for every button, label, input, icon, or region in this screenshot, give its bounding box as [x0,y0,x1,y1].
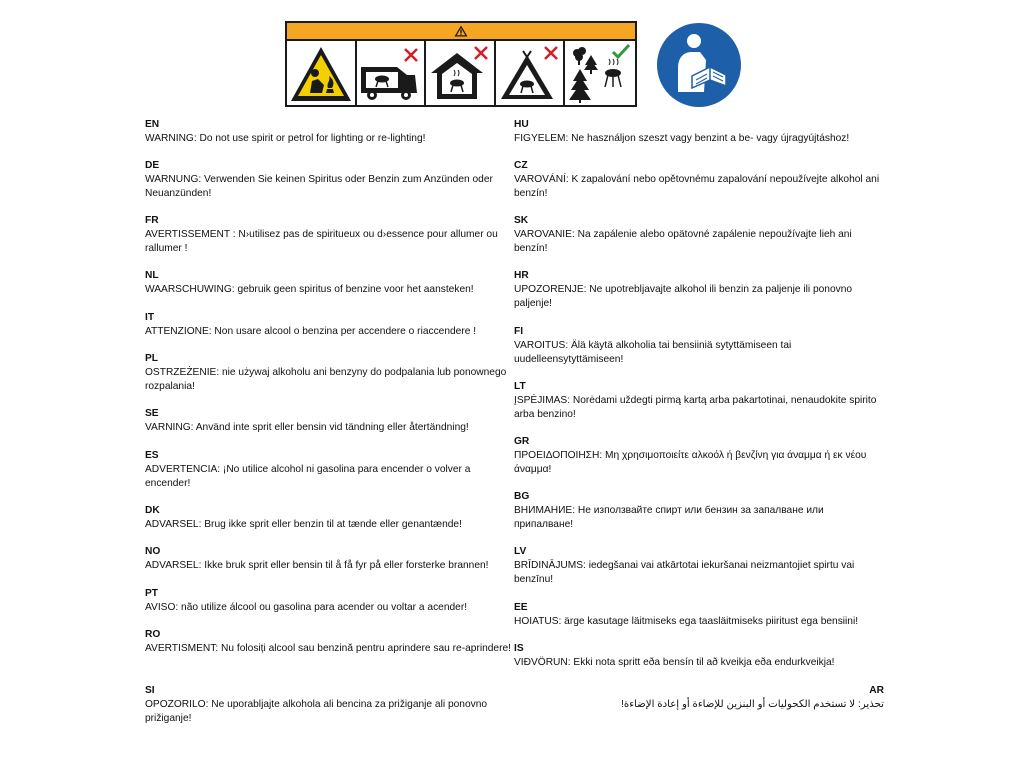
warning-text: OPOZORILO: Ne uporabljajte alkohola ali bencina za prižiganje ali ponovno prižiganje! [145,699,488,724]
language-code: EN [145,119,160,130]
warning-entry-is [514,642,884,670]
warning-entry-fr [145,214,515,256]
language-code: IT [145,312,155,323]
language-code: FR [145,215,159,226]
warning-entry-lv [514,545,884,587]
warning-text: UPOZORENJE: Ne upotrebljavajte alkohol ili benzin za paljenje ili ponovno paljenje! [514,284,853,309]
warning-entry-sk [514,214,884,256]
language-code: NO [145,546,161,557]
warning-text: AVERTISMENT: Nu folosiți alcool sau benzină pentru aprindere sau re-aprindere! [145,643,511,654]
warning-text: ATTENZIONE: Non usare alcool o benzina per accendere o riaccendere ! [145,326,477,337]
language-code: LT [514,381,526,392]
warning-text: ADVERTENCIA: ¡No utilice alcohol ni gasolina para encender o volver a encender! [145,464,471,489]
warning-text: ADVARSEL: Ikke bruk sprit eller bensin til å få fyr på eller forsterke brannen! [145,560,489,571]
warning-fire-person-icon [288,43,354,105]
language-code: PT [145,588,159,599]
language-code: SK [514,215,529,226]
warning-entry-fi [514,325,884,367]
warning-entry-it [145,311,515,339]
language-code: ES [145,450,159,461]
warning-text: تحذير: لا تستخدم الكحوليات أو البنزين للإضاءة أو إعادة الإضاءة! [621,699,884,710]
warning-entry-si [145,684,515,726]
warning-text: AVISO: não utilize álcool ou gasolina para acender ou voltar a acender! [145,602,468,613]
pictogram-fire-hazard [287,41,357,107]
warning-entry-es [145,449,515,491]
language-code: DK [145,505,160,516]
language-code: BG [514,491,530,502]
language-code: NL [145,270,159,281]
language-code: LV [514,546,527,557]
warning-entry-pl [145,352,515,394]
language-code: RO [145,629,161,640]
pictogram-outdoor-ok [565,41,635,107]
warning-entry-lt [514,380,884,422]
pictogram-no-indoor [426,41,496,107]
warning-entry-hr [514,269,884,311]
warning-entry-nl [145,269,515,297]
language-code: HR [514,270,529,281]
warning-pictogram-banner [285,21,637,107]
pictogram-no-vehicle [357,41,427,107]
warning-text: OSTRZEŻENIE: nie używaj alkoholu ani benzyny do podpalania lub ponownego rozpalania! [145,367,507,392]
warning-text: ВНИМАНИЕ: Не използвайте спирт или бензин за запалване или припалване! [514,505,824,530]
language-code: GR [514,436,530,447]
language-code: FI [514,326,524,337]
warning-text: FIGYELEM: Ne használjon szeszt vagy benzint a be- vagy újragyújtáshoz! [514,133,850,144]
warning-entry-bg [514,490,884,532]
warning-text: ΠΡΟΕΙΔΟΠΟΙΗΣΗ: Μη χρησιμοποιείτε αλκοόλ ή βενζίνη για άναμμα ή εκ νέου άναμμα! [514,450,867,475]
warning-text: BRĪDINĀJUMS: iedegšanai vai atkārtotai iekuršanai neizmantojiet spirtu vai benzīnu! [514,560,855,585]
outdoor-grill-ok-icon [567,43,633,105]
warning-entry-cz [514,159,884,201]
language-code: AR [869,685,884,696]
warning-text: WARNING: Do not use spirit or petrol for lighting or re-lighting! [145,133,426,144]
warning-entry-ee [514,601,884,629]
language-code: SE [145,408,159,419]
warning-entry-ro [145,628,515,656]
warning-text: ĮSPĖJIMAS: Norėdami uždegti pirmą kartą arba pakartotinai, nenaudokite spirito arba benzino! [514,395,877,420]
language-code: SI [145,685,155,696]
warning-text: VAROITUS: Älä käytä alkoholia tai bensiiniä sytyttämiseen tai uudelleensytyttämiseen! [514,340,792,365]
warning-text: VIÐVÖRUN: Ekki nota spritt eða bensín til að kveikja eða endurkveikja! [514,657,835,668]
warning-entry-en [145,118,515,146]
warning-entry-se [145,407,515,435]
warning-text: VARNING: Använd inte sprit eller bensin vid tändning eller återtändning! [145,422,469,433]
language-code: EE [514,602,528,613]
warning-entry-pt [145,587,515,615]
warning-text: VAROVÁNÍ: K zapalování nebo opětovnému zapalování nepoužívejte alkohol ani benzín! [514,174,880,199]
warning-text: ADVARSEL: Brug ikke sprit eller benzin til at tænde eller genantænde! [145,519,462,530]
caution-strip [287,23,635,41]
no-indoor-grill-icon [427,43,493,105]
warning-entry-dk [145,504,515,532]
warning-entry-ar [514,684,884,712]
warning-text: VAROVANIE: Na zapálenie alebo opätovné zapálenie nepoužívajte lieh ani benzín! [514,229,852,254]
language-code: PL [145,353,159,364]
warning-text: AVERTISSEMENT : N›utilisez pas de spiritueux ou d›essence pour allumer ou rallumer ! [145,229,498,254]
warning-text: WAARSCHUWING: gebruik geen spiritus of benzine voor het aansteken! [145,284,474,295]
pictogram-no-tent [496,41,566,107]
warning-text: HOIATUS: ärge kasutage läitmiseks ega taasläitmiseks piiritust ega bensiini! [514,616,859,627]
language-code: CZ [514,160,528,171]
no-vehicle-grill-icon [357,43,423,105]
read-manual-icon [656,22,742,108]
language-code: DE [145,160,160,171]
language-code: IS [514,643,524,654]
no-tent-grill-icon [497,43,563,105]
warning-entry-hu [514,118,884,146]
warning-entry-de [145,159,515,201]
caution-triangle-icon [454,25,468,37]
warning-entry-no [145,545,515,573]
warning-text: WARNUNG: Verwenden Sie keinen Spiritus oder Benzin zum Anzünden oder Neuanzünden! [145,174,493,199]
warning-entry-gr [514,435,884,477]
language-code: HU [514,119,529,130]
